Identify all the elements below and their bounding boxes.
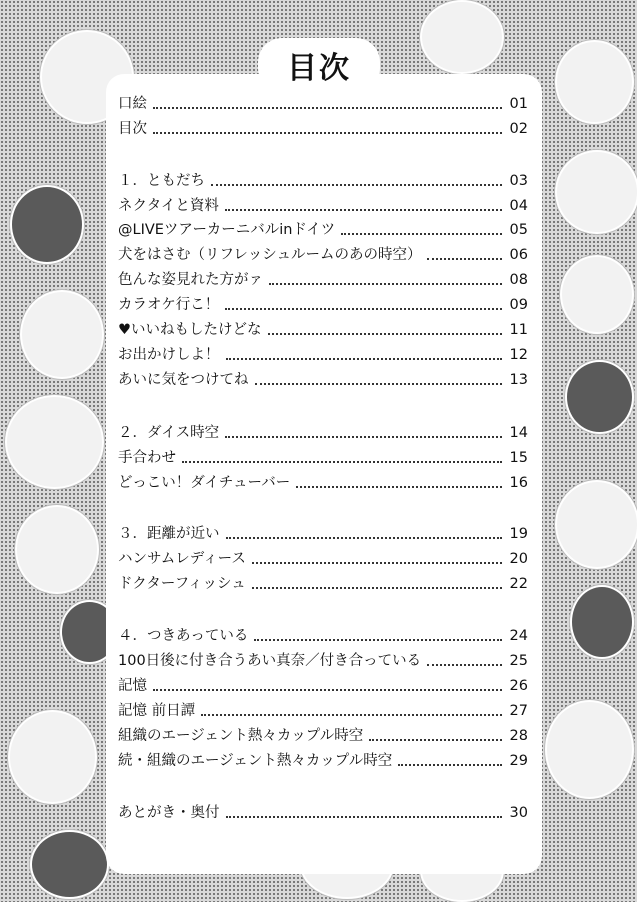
toc-entry [118,243,528,265]
toc-entry-page: 14 [509,425,528,441]
dot-leader [255,383,503,385]
toc-entry-label: １．ともだち [118,173,205,189]
toc-entry-label: ４．つきあっている [118,628,249,644]
dot-leader [211,184,502,186]
toc-entry-label: お出かけしよ！ [118,347,220,363]
character-illustration [565,360,634,434]
toc-entry [118,194,528,216]
toc-entry [118,699,528,721]
character-illustration [570,585,634,659]
toc-entry [118,92,528,114]
toc-entry [118,343,528,365]
toc-entry-label: ♥いいねもしたけどな [118,322,262,338]
dot-leader [226,816,503,818]
toc-entry-page: 04 [509,198,528,214]
toc-entry-page: 08 [509,272,528,288]
toc-entry-label: 色んな姿見れた方がァ [118,272,263,288]
toc-entry-page: 19 [509,526,528,542]
toc-entry [118,522,528,544]
toc-entry [118,117,528,139]
toc-entry-page: 01 [509,96,528,112]
toc-entry-page: 24 [509,628,528,644]
toc-entry-page: 15 [509,450,528,466]
toc-entry-label: 記憶 前日譚 [118,703,196,719]
dot-leader [427,258,502,260]
toc-entry [118,724,528,746]
toc-entry-page: 11 [509,322,528,338]
character-illustration [8,710,97,804]
toc-entry-page: 27 [509,703,528,719]
character-illustration [20,290,104,379]
toc-entry [118,649,528,671]
toc-entry [118,421,528,443]
toc-entry-page: 12 [509,347,528,363]
toc-entry [118,318,528,340]
page-title: 目次 [287,51,351,86]
dot-leader [153,107,502,109]
toc-entry [118,446,528,468]
character-illustration [15,505,99,594]
toc-entry-label: 100日後に付き合うあい真奈／付き合っている [118,653,422,669]
toc-entry-label: 組織のエージェント熱々カップル時空 [118,728,364,744]
dot-leader [201,714,502,716]
dot-leader [296,486,502,488]
toc-entry-label: @LIVEツアーカーニバルinドイツ [118,222,336,238]
dot-leader [153,689,502,691]
toc-entry-page: 02 [509,121,528,137]
dot-leader [252,587,502,589]
character-illustration [555,480,637,569]
dot-leader [398,764,502,766]
toc-entry [118,749,528,771]
dot-leader [225,436,502,438]
toc-entry-page: 28 [509,728,528,744]
toc-entry-page: 30 [509,805,528,821]
dot-leader [226,358,503,360]
toc-entry-page: 06 [509,247,528,263]
toc-entry-page: 22 [509,576,528,592]
toc-entry-label: ドクターフィッシュ [118,576,246,592]
dot-leader [369,739,502,741]
character-illustration [5,395,104,489]
toc-entry [118,801,528,823]
toc-entry [118,547,528,569]
toc-entry-label: 犬をはさむ（リフレッシュルームのあの時空） [118,247,422,263]
toc-entry [118,368,528,390]
dot-leader [225,209,502,211]
dot-leader [153,132,502,134]
toc-entry-label: ネクタイと資料 [118,198,219,214]
dot-leader [252,562,502,564]
title-tab [258,38,380,92]
dot-leader [254,639,502,641]
dot-leader [341,233,502,235]
toc-entry [118,674,528,696]
toc-entry-label: どっこい！ダイチューバー [118,475,291,491]
character-illustration [555,150,637,234]
toc-entry [118,624,528,646]
dot-leader [268,333,503,335]
toc-entry [118,471,528,493]
toc-entry-page: 13 [509,372,528,388]
toc-entry-label: ３．距離が近い [118,526,220,542]
toc-entry [118,293,528,315]
dot-leader [226,537,503,539]
character-illustration [560,255,634,334]
toc-entry-page: 20 [509,551,528,567]
dot-leader [225,308,502,310]
toc-entry-label: ハンサムレディース [118,551,246,567]
dot-leader [182,461,502,463]
toc-entry-label: 手合わせ [118,450,176,466]
character-illustration [545,700,634,799]
character-illustration [420,0,504,74]
toc-entry [118,218,528,240]
character-illustration [30,830,109,899]
toc-entry-page: 26 [509,678,528,694]
toc-entry-label: 目次 [118,121,147,137]
character-illustration [555,40,634,124]
toc-entry-label: あとがき・奥付 [118,805,220,821]
toc-entry-page: 25 [509,653,528,669]
toc-entry-page: 05 [509,222,528,238]
toc-entry-page: 03 [509,173,528,189]
toc-entry [118,169,528,191]
toc-entry-label: 口絵 [118,96,147,112]
toc-entry-label: 記憶 [118,678,147,694]
toc-entry-page: 16 [509,475,528,491]
toc-entry-label: あいに気をつけてね [118,372,249,388]
toc-entry-label: ２．ダイス時空 [118,425,220,441]
character-illustration [10,185,84,264]
toc-entry-page: 29 [509,753,528,769]
dot-leader [269,283,502,285]
toc-entry [118,572,528,594]
toc-entry-label: 続・組織のエージェント熱々カップル時空 [118,753,393,769]
toc-entry-page: 09 [509,297,528,313]
dot-leader [427,664,502,666]
toc-entry-label: カラオケ行こ！ [118,297,220,313]
toc-entry [118,268,528,290]
